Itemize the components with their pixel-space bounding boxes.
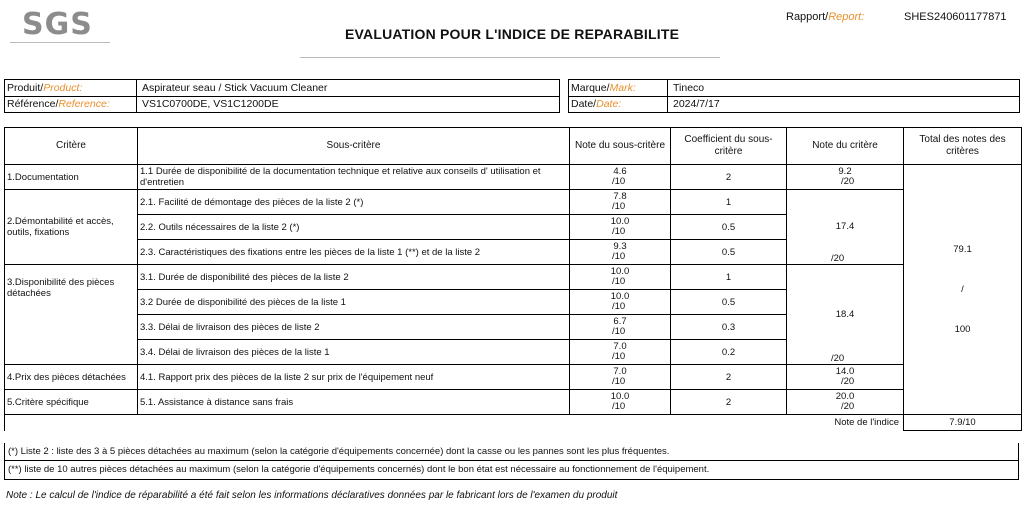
coef-cell: 2 [671,165,787,190]
note-cell [570,390,671,415]
note-value: 7.0 [613,366,627,377]
sous-critere-cell: 2.3. Caractéristiques des fixations entre les pièces de la liste 1 (**) et de la liste 2 [138,240,570,265]
note-critere-den: /20 [831,253,845,264]
page-title: EVALUATION POUR L'INDICE DE REPARABILITE [345,26,680,42]
reference-label [7,97,110,112]
produit-label [7,81,82,96]
note-den: /10 [612,351,626,362]
header-critere: Critère [5,128,138,165]
note-critere-den: /20 [841,401,855,412]
date-label-en: Date: [596,98,622,110]
critere-cell: 3.Disponibilité des pièces détachées [5,265,138,365]
sous-critere-cell: 3.4. Délai de livraison des pièces de la liste 1 [138,340,570,365]
note-cell [570,215,671,240]
note-value: 7.8 [613,191,627,202]
sous-critere-cell: 4.1. Rapport prix des pièces de la liste 2 sur prix de l'équipement neuf [138,365,570,390]
coef-cell: 0.3 [671,315,787,340]
note-cell [570,190,671,215]
marque-label-fr: Marque/ [571,82,610,94]
note-cell [570,340,671,365]
rapport-label [786,11,864,23]
coef-cell: 2 [671,365,787,390]
header-total: Total des notes des critères [904,128,1022,165]
note-critere-value: 18.4 [835,308,855,320]
coef-cell: 0.2 [671,340,787,365]
table-row [5,365,1022,390]
table-row [5,390,1022,415]
note-critere-den: /20 [841,376,855,387]
critere-cell: 5.Critère spécifique [5,390,138,415]
sous-critere-cell: 2.1. Facilité de démontage des pièces de la liste 2 (*) [138,190,570,215]
produit-label-en: Product: [43,82,83,94]
footnote-2: (**) liste de 10 autres pièces détachées au maximum (selon la catégorie d'équipements concernés) dont le bon état est nécessaire au fonctionnement de l'équipement. [8,464,710,475]
coef-cell: 1 [671,265,787,290]
indice-row [5,415,1022,431]
title-underline [300,57,720,58]
note-den: /10 [612,251,626,262]
header-coefficient: Coefficient du sous-critère [671,128,787,165]
brand-col-divider [667,80,668,112]
date-label [571,97,621,112]
note-cell [570,265,671,290]
reference-value: VS1C0700DE, VS1C1200DE [142,98,279,110]
marque-label-en: Mark: [609,82,636,94]
note-value: 6.7 [613,316,627,327]
total-value: 79.1 [953,243,972,255]
note-cell [570,240,671,265]
note-critere-cell [787,190,904,265]
rapport-label-fr: Rapport/ [786,11,829,23]
note-value: 4.6 [613,166,627,177]
note-cell [570,315,671,340]
note-cell [570,165,671,190]
final-note: Note : Le calcul de l'indice de réparabilité a été fait selon les informations déclaratives données par le fabricant lors de l'examen du produit [6,490,618,501]
header-sous-critere: Sous-critère [138,128,570,165]
note-den: /10 [612,276,626,287]
table-row [5,265,1022,290]
note-critere-cell [787,165,904,190]
table-row [5,165,1022,190]
note-critere-den: /20 [831,353,845,364]
marque-value: Tineco [673,82,705,94]
product-col-divider [136,80,137,112]
note-value: 7.0 [613,341,627,352]
reference-label-en: Reference: [58,98,110,110]
product-info-box [4,79,560,113]
table-header-row [5,128,1022,165]
footnote-1: (*) Liste 2 : liste des 3 à 5 pièces détachées au maximum (selon la catégorie d'équipements concernée) dont la casse ou les pannes sont les plus fréquentes. [8,446,670,457]
coef-cell: 0.5 [671,240,787,265]
rapport-number: SHES240601177871 [904,11,1007,23]
note-den: /10 [612,326,626,337]
coef-cell: 0.5 [671,215,787,240]
sous-critere-cell: 2.2. Outils nécessaires de la liste 2 (*) [138,215,570,240]
total-cell [904,165,1022,415]
logo-text: SGS [22,7,93,42]
note-value: 10.0 [610,291,630,302]
note-critere-cell [787,365,904,390]
note-value: 10.0 [610,266,630,277]
note-den: /10 [612,226,626,237]
produit-value: Aspirateur seau / Stick Vacuum Cleaner [142,82,328,94]
note-critere-value: 20.0 [835,391,855,402]
date-value: 2024/7/17 [673,98,720,110]
critere-cell: 1.Documentation [5,165,138,190]
footnote-divider [5,460,1018,461]
date-label-fr: Date/ [571,98,597,110]
note-critere-cell [787,265,904,365]
critere-cell: 2.Démontabilité et accès, outils, fixations [5,190,138,265]
header-note-critere: Note du critère [787,128,904,165]
sous-critere-cell: 3.3. Délai de livraison des pièces de liste 2 [138,315,570,340]
footnotes-box [4,443,1019,480]
note-value: 9.3 [613,241,627,252]
coef-cell: 0.5 [671,290,787,315]
header-note-sous-critere: Note du sous-critère [570,128,671,165]
sous-critere-cell: 3.2 Durée de disponibilité des pièces de la liste 1 [138,290,570,315]
sous-critere-cell: 3.1. Durée de disponibilité des pièces de la liste 2 [138,265,570,290]
note-critere-value: 14.0 [835,366,855,377]
coef-cell: 2 [671,390,787,415]
indice-value: 7.9/10 [904,415,1022,431]
note-critere-value: 9.2 [838,166,852,177]
reference-label-fr: Référence/ [7,98,59,110]
repairability-table [4,127,1022,431]
note-cell [570,365,671,390]
coef-cell: 1 [671,190,787,215]
rapport-label-en: Report: [828,11,865,23]
note-cell [570,290,671,315]
total-separator: / [961,283,964,295]
critere-cell: 4.Prix des pièces détachées [5,365,138,390]
indice-label: Note de l'indice [5,415,904,431]
note-value: 10.0 [610,216,630,227]
note-den: /10 [612,401,626,412]
note-den: /10 [612,176,626,187]
note-critere-cell [787,390,904,415]
brand-row-divider [569,96,1019,97]
table-row [5,190,1022,215]
note-critere-value: 17.4 [835,221,855,232]
note-critere-den: /20 [841,176,855,187]
note-den: /10 [612,201,626,212]
brand-info-box [568,79,1020,113]
produit-label-fr: Produit/ [7,82,44,94]
note-den: /10 [612,301,626,312]
total-max: 100 [954,323,971,335]
marque-label [571,81,636,96]
sous-critere-cell: 1.1 Durée de disponibilité de la documentation technique et relative aux conseils d' utilisation et d'entretien [138,165,570,190]
sous-critere-cell: 5.1. Assistance à distance sans frais [138,390,570,415]
note-value: 10.0 [610,391,630,402]
logo-divider [10,42,110,43]
note-den: /10 [612,376,626,387]
